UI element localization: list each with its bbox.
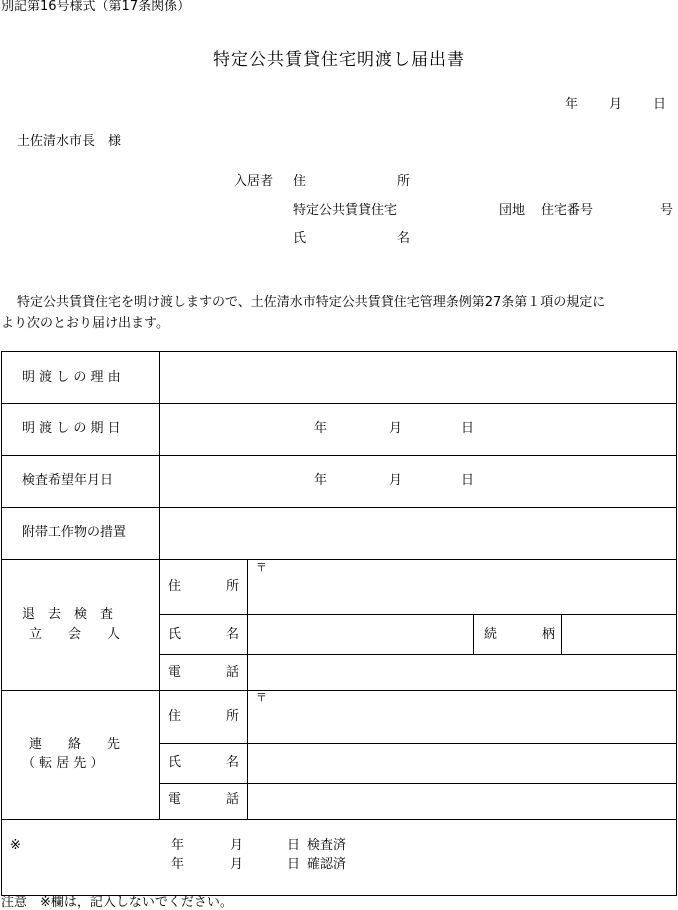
row-divider bbox=[159, 743, 676, 744]
witness-name-label-1: 氏 bbox=[168, 627, 182, 642]
applicant-name-label-2: 名 bbox=[397, 231, 411, 246]
contact-label-line-1: 連 絡 先 bbox=[29, 737, 121, 752]
row-divider bbox=[2, 690, 676, 691]
contact-postal-mark: 〒 bbox=[256, 691, 267, 704]
inspection-label: 検査希望年月日 bbox=[22, 473, 114, 488]
inspection-day: 日 bbox=[461, 473, 475, 488]
witness-postal-mark: 〒 bbox=[256, 561, 267, 574]
period-year: 年 bbox=[314, 421, 328, 436]
reason-field[interactable] bbox=[165, 371, 665, 387]
row-divider bbox=[2, 403, 676, 404]
row-divider bbox=[2, 819, 676, 820]
office-confirmed-label: 確認済 bbox=[307, 857, 347, 872]
witness-name-field[interactable] bbox=[252, 622, 467, 650]
witness-label-line-1: 退 去 検 査 bbox=[22, 607, 114, 622]
contact-address-label-1: 住 bbox=[168, 709, 182, 724]
contact-name-label-1: 氏 bbox=[168, 755, 182, 770]
witness-address-label-1: 住 bbox=[168, 579, 182, 594]
date-month-label: 月 bbox=[609, 97, 623, 112]
office-confirmed-month: 月 bbox=[230, 857, 244, 872]
contact-label-line-2: （ 転 居 先 ） bbox=[22, 756, 104, 771]
witness-label-line-2: 立 会 人 bbox=[29, 627, 121, 642]
row-divider bbox=[159, 783, 676, 784]
body-text-line-1: 特定公共賃貸住宅を明け渡しますので、土佐清水市特定公共賃貸住宅管理条例第27条第１項の規定に bbox=[17, 295, 606, 310]
attached-field[interactable] bbox=[165, 526, 665, 542]
witness-address-label-2: 所 bbox=[226, 579, 240, 594]
applicant-go-label: 号 bbox=[660, 203, 674, 218]
footer-note: 注意 ※欄は，記入しないでください。 bbox=[1, 895, 233, 910]
form-title: 特定公共賃貸住宅明渡し届出書 bbox=[213, 50, 465, 70]
applicant-danchi-label: 団地 bbox=[499, 203, 526, 218]
period-month: 月 bbox=[389, 421, 403, 436]
witness-relation-label-2: 柄 bbox=[542, 627, 556, 642]
applicant-address-label-2: 所 bbox=[397, 174, 411, 189]
form-number: 別記第16号様式（第17条関係） bbox=[1, 0, 191, 14]
period-day: 日 bbox=[461, 421, 475, 436]
office-inspected-day: 日 bbox=[287, 838, 301, 853]
applicant-house-number-label: 住宅番号 bbox=[541, 203, 594, 218]
contact-phone-label-2: 話 bbox=[226, 792, 240, 807]
applicant-housing-label: 特定公共賃貸住宅 bbox=[293, 203, 398, 218]
col-divider bbox=[473, 614, 474, 654]
date-day-label: 日 bbox=[653, 97, 667, 112]
addressee: 土佐清水市長 様 bbox=[17, 134, 122, 149]
row-divider bbox=[159, 614, 676, 615]
contact-name-label-2: 名 bbox=[226, 755, 240, 770]
col-divider bbox=[159, 352, 160, 819]
contact-phone-field[interactable] bbox=[252, 788, 670, 814]
body-text-line-2: より次のとおり届け出ます。 bbox=[1, 316, 169, 331]
office-inspected-month: 月 bbox=[230, 838, 244, 853]
contact-phone-label-1: 電 bbox=[168, 792, 182, 807]
office-inspected-year: 年 bbox=[171, 838, 185, 853]
applicant-name-label-1: 氏 bbox=[293, 231, 307, 246]
office-confirmed-day: 日 bbox=[287, 857, 301, 872]
witness-phone-field[interactable] bbox=[252, 660, 670, 686]
office-inspected-label: 検査済 bbox=[307, 838, 347, 853]
row-divider bbox=[2, 507, 676, 508]
witness-relation-field[interactable] bbox=[566, 622, 671, 650]
office-confirmed-year: 年 bbox=[171, 857, 185, 872]
row-divider bbox=[2, 455, 676, 456]
witness-relation-label-1: 続 bbox=[484, 627, 498, 642]
applicant-address-label-1: 住 bbox=[293, 174, 307, 189]
contact-address-label-2: 所 bbox=[226, 709, 240, 724]
reason-label: 明 渡 し の 理 由 bbox=[22, 370, 121, 385]
col-divider bbox=[561, 614, 562, 654]
attached-label: 附帯工作物の措置 bbox=[22, 525, 127, 540]
office-mark: ※ bbox=[10, 838, 21, 853]
witness-address-field[interactable] bbox=[270, 575, 665, 605]
contact-name-field[interactable] bbox=[252, 750, 670, 778]
witness-phone-label-2: 話 bbox=[226, 665, 240, 680]
witness-phone-label-1: 電 bbox=[168, 665, 182, 680]
row-divider bbox=[2, 559, 676, 560]
col-divider bbox=[247, 559, 248, 819]
inspection-month: 月 bbox=[389, 473, 403, 488]
inspection-year: 年 bbox=[314, 473, 328, 488]
applicant-role: 入居者 bbox=[234, 174, 274, 189]
period-label: 明 渡 し の 期 日 bbox=[22, 421, 121, 436]
witness-name-label-2: 名 bbox=[226, 627, 240, 642]
row-divider bbox=[159, 654, 676, 655]
contact-address-field[interactable] bbox=[270, 705, 665, 735]
date-year-label: 年 bbox=[565, 97, 579, 112]
